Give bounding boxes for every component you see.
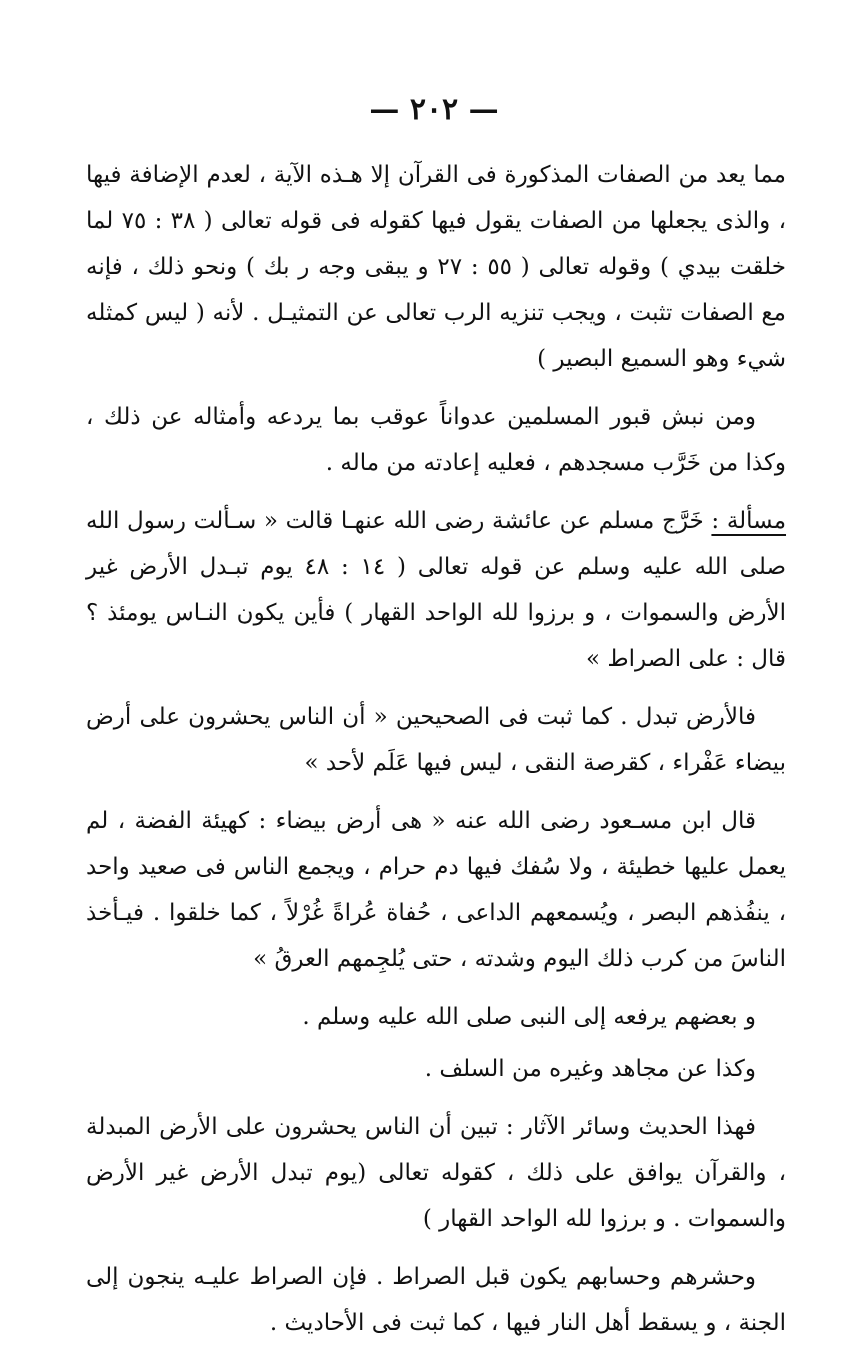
paragraph-raised-to-prophet: و بعضهم يرفعه إلى النبى صلى الله عليه وسلم . xyxy=(302,1004,756,1030)
paragraph-gathering-reckoning: وحشرهم وحسابهم يكون قبل الصراط . فإن الصراط عليـه ينجون إلى الجنة ، و يسقط أهل النار فيها ، كما ثبت فى الأحاديث . xyxy=(86,1264,786,1336)
paragraph-hadith-summary: فهذا الحديث وسائر الآثار : تبين أن الناس يحشرون على الأرض المبدلة ، والقرآن يوافق على ذلك ، كقوله تعالى (يوم تبدل الأرض غير الأرض والسموات . و برزوا لله الواحد القهار ) xyxy=(86,1114,786,1232)
paragraph-masala xyxy=(86,498,786,682)
paragraph-earth-changed: فالأرض تبدل . كما ثبت فى الصحيحين « أن الناس يحشرون على أرض بيضاء عَفْراء ، كقرصة النقى ، ليس فيها عَلَم لأحد » xyxy=(86,704,786,776)
page-number: — ٢٠٢ — xyxy=(369,92,499,127)
paragraph-attributes: مما يعد من الصفات المذكورة فى القرآن إلا هـذه الآية ، لعدم الإضافة فيها ، والذى يجعلها من الصفات يقول فيها كقوله فى قوله تعالى ( ٣٨ : ٧٥ لما خلقت بيدي ) وقوله تعالى ( ٥٥ : ٢٧ و يبقى وجه ر بك ) ونحو ذلك ، فإنه مع الصفات تثبت ، ويجب تنزيه الرب تعالى عن التمثيـل . لأنه ( ليس كمثله شيء وهو السميع البصير ) xyxy=(86,162,786,372)
masala-text: خَرَّج مسلم عن عائشة رضى الله عنهـا قالت « سـألت رسول الله صلى الله عليه وسلم عن قوله تعالى ( ١٤ : ٤٨ يوم تبـدل الأرض غير الأرض والسموات ، و برزوا لله الواحد القهار ) فأين يكون النـاس يومئذ ؟ قال : على الصراط » xyxy=(86,508,786,672)
paragraph-mujahid: وكذا عن مجاهد وغيره من السلف . xyxy=(424,1056,756,1082)
masala-label: مسألة : xyxy=(711,508,787,534)
page-body xyxy=(86,152,786,1358)
paragraph-grave-desecration: ومن نبش قبور المسلمين عدواناً عوقب بما يردعه وأمثاله عن ذلك ، وكذا من خَرَّب مسجدهم ، فعليه إعادته من ماله . xyxy=(86,404,786,476)
paragraph-ibn-masud: قال ابن مسـعود رضى الله عنه « هى أرض بيضاء : كهيئة الفضة ، لم يعمل عليها خطيئة ، ولا سُفك فيها دم حرام ، ويجمع الناس فى صعيد واحد ، ينفُذهم البصر ، ويُسمعهم الداعى ، حُفاة عُراةً غُرْلاً ، كما خلقوا . فيـأخذ الناسَ من كرب ذلك اليوم وشدته ، حتى يُلجِمهم العرقُ » xyxy=(86,808,786,972)
